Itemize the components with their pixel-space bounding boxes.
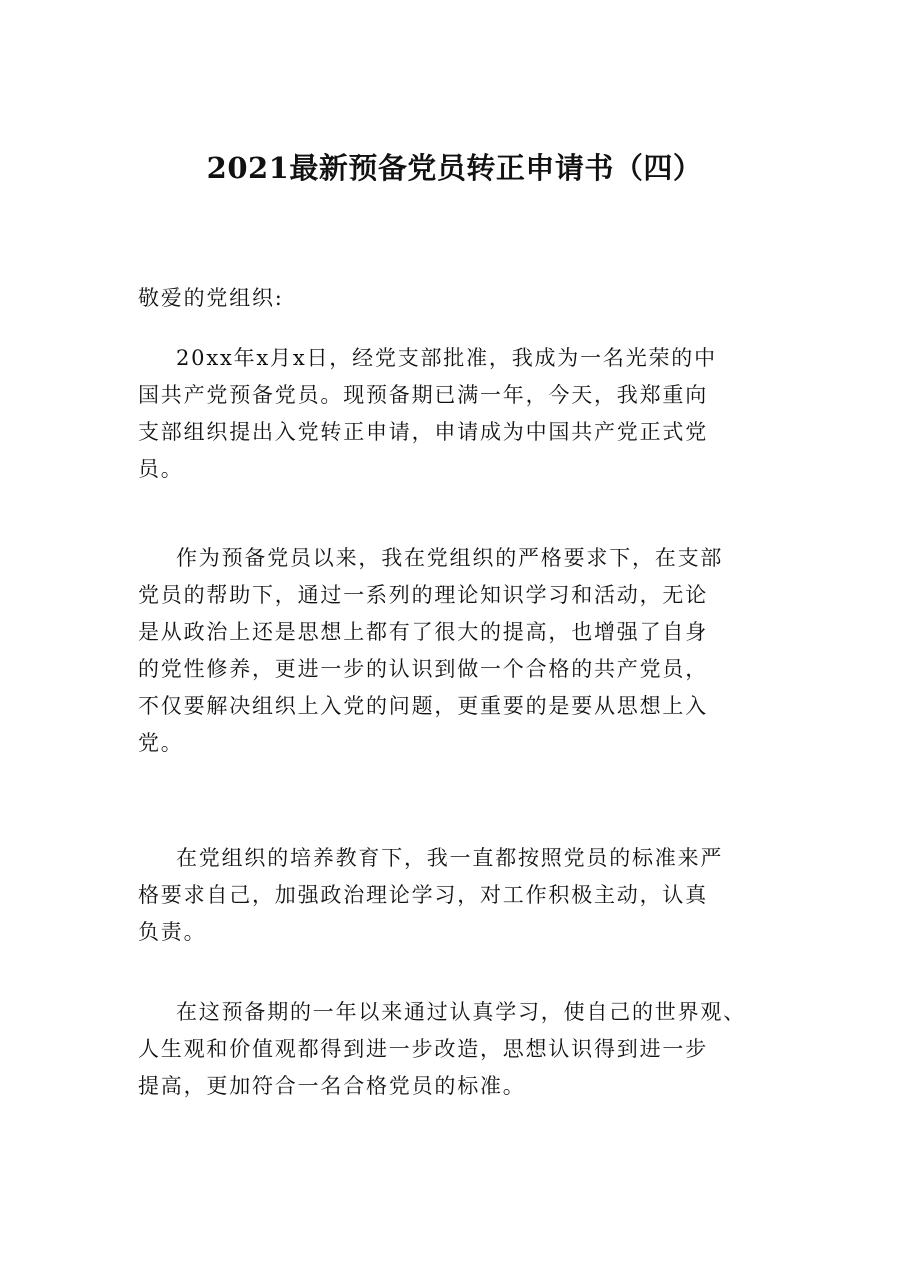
- paragraph-3: [138, 840, 778, 951]
- paragraph-line: 作为预备党员以来，我在党组织的严格要求下，在支部: [176, 546, 724, 570]
- paragraph-line: 党。: [138, 731, 184, 755]
- paragraph-1: [138, 340, 778, 488]
- paragraph-line: 党员的帮助下，通过一系列的理论知识学习和活动，无论: [138, 583, 708, 607]
- paragraph-line: 的党性修养，更进一步的认识到做一个合格的共产党员，: [138, 657, 708, 681]
- paragraph-4: [138, 994, 778, 1105]
- paragraph-line: 人生观和价值观都得到进一步改造，思想认识得到进一步: [138, 1037, 708, 1061]
- paragraph-line: 国共产党预备党员。现预备期已满一年，今天，我郑重向: [138, 383, 708, 407]
- paragraph-line: 提高，更加符合一名合格党员的标准。: [138, 1074, 526, 1098]
- paragraph-line: 负责。: [138, 920, 207, 944]
- paragraph-line: 员。: [138, 457, 184, 481]
- paragraph-line: 是从政治上还是思想上都有了很大的提高，也增强了自身: [138, 620, 708, 644]
- paragraph-2: [138, 540, 778, 762]
- paragraph-line: 在这预备期的一年以来通过认真学习，使自己的世界观、: [176, 1000, 746, 1024]
- salutation-line: 敬爱的党组织:: [138, 286, 284, 310]
- paragraph-line: 在党组织的培养教育下，我一直都按照党员的标准来严: [176, 846, 724, 870]
- salutation: [138, 280, 778, 317]
- paragraph-line: 不仅要解决组织上入党的问题，更重要的是要从思想上入: [138, 694, 708, 718]
- paragraph-line: 支部组织提出入党转正申请，申请成为中国共产党正式党: [138, 420, 708, 444]
- paragraph-line: 格要求自己，加强政治理论学习，对工作积极主动，认真: [138, 883, 708, 907]
- document-title: 2021最新预备党员转正申请书（四）: [206, 151, 703, 185]
- paragraph-line: 20xx年x月x日，经党支部批准，我成为一名光荣的中: [176, 346, 717, 370]
